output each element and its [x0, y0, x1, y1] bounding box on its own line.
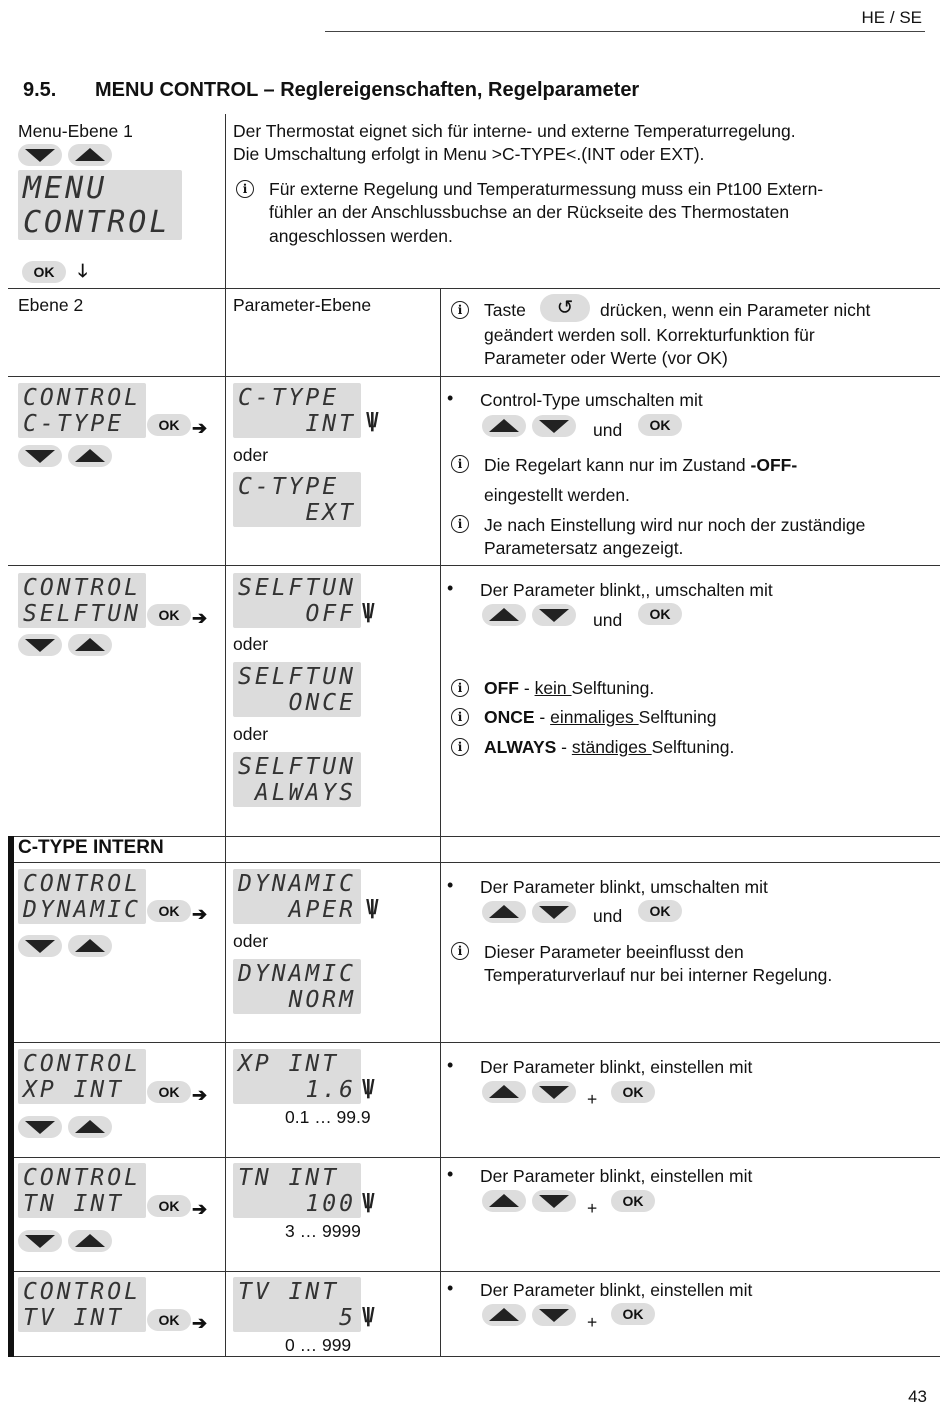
nav-buttons — [482, 415, 582, 439]
blink-icon: \|/ — [362, 1077, 373, 1099]
selftun-bullet-text: Der Parameter blinkt,, umschalten mit — [480, 580, 773, 600]
header-code: HE / SE — [861, 8, 922, 27]
lcd-line: DYNAMIC — [23, 897, 141, 923]
row-divider — [8, 862, 940, 863]
blink-icon: \|/ — [362, 1191, 373, 1213]
col-divider-1 — [225, 114, 226, 1357]
lcd-line: DYNAMIC — [238, 871, 356, 897]
lcd-ctype-int — [233, 383, 361, 438]
lcd-line: SELFTUN — [238, 664, 356, 690]
lcd-ctype-ext — [233, 472, 361, 527]
tn-bullet-text: Der Parameter blinkt, einstellen mit — [480, 1166, 753, 1186]
lcd-line: DYNAMIC — [238, 961, 356, 987]
arrow-down-icon[interactable] — [18, 1230, 62, 1252]
ctype-info-1c: eingestellt werden. — [484, 485, 630, 505]
ok-button[interactable]: OK — [147, 1081, 191, 1103]
sep: - — [534, 707, 551, 727]
section-heading: MENU CONTROL – Reglereigenschaften, Regelparameter — [95, 79, 640, 101]
oder-label: oder — [233, 931, 269, 951]
xp-bullet-text: Der Parameter blinkt, einstellen mit — [480, 1057, 753, 1077]
ok-button[interactable]: OK — [638, 414, 682, 436]
lcd-control-tv — [18, 1277, 146, 1332]
lcd-selftun-once — [233, 662, 361, 717]
lcd-line: APER — [288, 897, 356, 923]
selftun-off-underline: kein — [534, 678, 572, 698]
taste-text: Taste — [484, 300, 526, 320]
taste-line2: geändert werden soll. Korrekturfunktion für — [484, 325, 815, 345]
nav-buttons — [482, 901, 582, 925]
bullet: • — [447, 875, 454, 895]
arrow-down-icon[interactable] — [18, 144, 62, 166]
arrow-up-icon[interactable] — [482, 901, 526, 923]
nav-buttons — [18, 634, 118, 658]
col-divider-2 — [440, 288, 441, 1357]
row-divider — [8, 1042, 940, 1043]
ctype-bullet-text: Control-Type umschalten mit — [480, 390, 703, 410]
arrow-up-icon[interactable] — [68, 634, 112, 656]
arrow-down-icon[interactable] — [532, 1190, 576, 1212]
arrow-up-icon[interactable] — [68, 144, 112, 166]
arrow-up-icon[interactable] — [482, 415, 526, 437]
ok-button[interactable]: OK — [611, 1303, 655, 1325]
nav-buttons — [482, 604, 582, 628]
lcd-control-selftun — [18, 573, 146, 628]
lcd-control-xp — [18, 1049, 146, 1104]
lcd-tv-value — [233, 1277, 361, 1332]
section-number: 9.5. — [23, 79, 57, 101]
lcd-line: C-TYPE — [238, 474, 340, 500]
lcd-selftun-always — [233, 752, 361, 807]
row-divider — [8, 288, 940, 289]
arrow-right-icon: ➔ — [192, 1199, 208, 1219]
menu-text-2: Die Umschaltung erfolgt in Menu >C-TYPE<.(INT oder EXT). — [233, 144, 705, 164]
arrow-down-icon[interactable] — [532, 901, 576, 923]
section-title — [23, 79, 639, 102]
back-arrow-icon[interactable]: ↺ — [540, 294, 590, 322]
lcd-line: 5 — [339, 1305, 356, 1331]
lcd-dynamic-aper — [233, 869, 361, 924]
arrow-down-icon: 🡓 — [78, 261, 88, 281]
ok-button[interactable]: OK — [638, 603, 682, 625]
sep: - — [519, 678, 535, 698]
row-divider — [8, 1271, 940, 1272]
arrow-down-icon[interactable] — [18, 1116, 62, 1138]
arrow-up-icon[interactable] — [482, 1304, 526, 1326]
ok-button[interactable]: OK — [22, 261, 66, 283]
lcd-line: SELFTUN — [238, 575, 356, 601]
tv-bullet-text: Der Parameter blinkt, einstellen mit — [480, 1280, 753, 1300]
bullet: • — [447, 388, 454, 408]
plus-label: + — [587, 1198, 598, 1218]
blink-icon: \|/ — [366, 410, 377, 432]
lcd-line: XP INT — [238, 1051, 340, 1077]
tv-range: 0 … 999 — [285, 1335, 352, 1355]
ctype-info-1 — [484, 454, 797, 477]
selftun-once-line — [484, 706, 717, 729]
blink-icon: \|/ — [366, 897, 377, 919]
lcd-line: TV INT — [23, 1305, 125, 1331]
lcd-xp-value — [233, 1049, 361, 1104]
selftun-always-rest: Selftuning. — [651, 737, 735, 757]
bullet: • — [447, 578, 454, 598]
lcd-line: CONTROL — [23, 575, 141, 601]
arrow-right-icon: ➔ — [192, 608, 208, 628]
lcd-line: CONTROL — [23, 205, 171, 240]
arrow-right-icon: ➔ — [192, 418, 208, 438]
lcd-line: TV INT — [238, 1279, 340, 1305]
ok-button[interactable]: OK — [611, 1081, 655, 1103]
xp-range: 0.1 … 99.9 — [285, 1107, 371, 1127]
nav-buttons — [482, 1190, 582, 1214]
selftun-off-rest: Selftuning. — [571, 678, 655, 698]
menu-level-label: Menu-Ebene 1 — [18, 121, 133, 141]
dynamic-info-1: Dieser Parameter beeinflusst den — [484, 942, 744, 962]
header-divider — [325, 31, 925, 32]
lcd-line: TN INT — [238, 1165, 340, 1191]
ok-button[interactable]: OK — [147, 1309, 191, 1331]
ok-button[interactable]: OK — [147, 414, 191, 436]
arrow-up-icon[interactable] — [68, 445, 112, 467]
lcd-line: TN INT — [23, 1191, 125, 1217]
lcd-line: C-TYPE — [23, 411, 125, 437]
selftun-always-underline: ständiges — [571, 737, 652, 757]
ctype-info-1-bold: -OFF- — [750, 455, 798, 475]
taste-line3: Parameter oder Werte (vor OK) — [484, 348, 728, 368]
ctype-info-1-text: Die Regelart kann nur im Zustand — [484, 455, 751, 475]
row-divider — [8, 1157, 940, 1158]
selftun-once-rest: Selftuning — [638, 707, 717, 727]
row-divider — [8, 376, 940, 377]
lcd-line: CONTROL — [23, 1279, 141, 1305]
dynamic-bullet-text: Der Parameter blinkt, umschalten mit — [480, 877, 768, 897]
menu-info-2: fühler an der Anschlussbuchse an der Rückseite des Thermostaten — [269, 202, 790, 222]
arrow-down-icon[interactable] — [18, 445, 62, 467]
lcd-line: CONTROL — [23, 871, 141, 897]
selftun-always-bold: ALWAYS — [484, 737, 557, 757]
lcd-line: ALWAYS — [254, 780, 356, 806]
arrow-right-icon: ➔ — [192, 1085, 208, 1105]
nav-buttons — [18, 935, 118, 959]
lcd-control-tn — [18, 1163, 146, 1218]
page-number: 43 — [908, 1387, 927, 1406]
ok-button[interactable]: OK — [638, 900, 682, 922]
lcd-line: 100 — [305, 1191, 356, 1217]
lcd-control-ctype — [18, 383, 146, 438]
info-icon: i — [451, 515, 469, 533]
bullet: • — [447, 1278, 454, 1298]
arrow-up-icon[interactable] — [482, 1190, 526, 1212]
info-icon: i — [451, 708, 469, 726]
arrow-right-icon: ➔ — [192, 904, 208, 924]
lcd-line: EXT — [305, 500, 356, 526]
ctype-info-2b: Parametersatz angezeigt. — [484, 538, 684, 558]
info-icon: i — [451, 301, 469, 319]
plus-label: + — [587, 1089, 598, 1109]
level2-label: Ebene 2 — [18, 295, 84, 315]
ctype-intern-heading: C-TYPE INTERN — [18, 837, 164, 858]
oder-label: oder — [233, 445, 269, 465]
plus-label: + — [587, 1312, 598, 1332]
lcd-line: CONTROL — [23, 385, 141, 411]
ok-button[interactable]: OK — [611, 1190, 655, 1212]
nav-buttons — [482, 1304, 582, 1328]
lcd-line: NORM — [288, 987, 356, 1013]
row-divider — [8, 565, 940, 566]
lcd-selftun-off — [233, 573, 361, 628]
arrow-down-icon[interactable] — [532, 1304, 576, 1326]
lcd-line: C-TYPE — [238, 385, 340, 411]
arrow-down-icon[interactable] — [18, 634, 62, 656]
nav-buttons — [18, 445, 118, 469]
lcd-control-dynamic — [18, 869, 146, 924]
lcd-dynamic-norm — [233, 959, 361, 1014]
blink-icon: \|/ — [362, 601, 373, 623]
und-label: und — [593, 610, 623, 630]
tn-range: 3 … 9999 — [285, 1221, 361, 1241]
menu-info-3: angeschlossen werden. — [269, 226, 453, 246]
arrow-up-icon[interactable] — [68, 1116, 112, 1138]
info-icon: i — [236, 180, 254, 198]
row-divider — [8, 1356, 940, 1357]
selftun-off-line — [484, 677, 654, 700]
lcd-line: SELFTUN — [23, 601, 141, 627]
lcd-line: MENU — [23, 171, 108, 206]
arrow-up-icon[interactable] — [68, 935, 112, 957]
arrow-up-icon[interactable] — [482, 1081, 526, 1103]
nav-buttons — [18, 1116, 118, 1140]
und-label: und — [593, 420, 623, 440]
nav-buttons — [18, 144, 118, 168]
blink-icon: \|/ — [362, 1305, 373, 1327]
ok-button[interactable]: OK — [147, 1195, 191, 1217]
arrow-down-icon[interactable] — [532, 604, 576, 626]
info-icon: i — [451, 455, 469, 473]
selftun-once-underline: einmaliges — [550, 707, 639, 727]
info-icon: i — [451, 942, 469, 960]
lcd-line: 1.6 — [305, 1077, 356, 1103]
param-level-label: Parameter-Ebene — [233, 295, 372, 315]
lcd-line: INT — [305, 411, 356, 437]
lcd-line: CONTROL — [23, 1165, 141, 1191]
und-label: und — [593, 906, 623, 926]
nav-buttons — [482, 1081, 582, 1105]
sep: - — [556, 737, 572, 757]
arrow-down-icon[interactable] — [18, 935, 62, 957]
dynamic-info-2: Temperaturverlauf nur bei interner Regelung. — [484, 965, 833, 985]
lcd-line: ONCE — [288, 690, 356, 716]
bullet: • — [447, 1164, 454, 1184]
nav-buttons — [18, 1230, 118, 1254]
arrow-right-icon: ➔ — [192, 1313, 208, 1333]
intern-sidebar-bar — [8, 836, 14, 1357]
menu-text-1: Der Thermostat eignet sich für interne- und externe Temperaturregelung. — [233, 121, 796, 141]
ok-button[interactable]: OK — [147, 900, 191, 922]
oder-label: oder — [233, 724, 269, 744]
lcd-line: OFF — [305, 601, 356, 627]
selftun-once-bold: ONCE — [484, 707, 535, 727]
selftun-always-line — [484, 736, 734, 759]
info-icon: i — [451, 738, 469, 756]
lcd-menu-control — [18, 170, 182, 240]
selftun-off-bold: OFF — [484, 678, 519, 698]
lcd-tn-value — [233, 1163, 361, 1218]
info-icon: i — [451, 679, 469, 697]
menu-info-1: Für externe Regelung und Temperaturmessung muss ein Pt100 Extern- — [269, 179, 824, 199]
arrow-down-icon[interactable] — [532, 415, 576, 437]
arrow-down-icon[interactable] — [532, 1081, 576, 1103]
arrow-up-icon[interactable] — [68, 1230, 112, 1252]
bullet: • — [447, 1055, 454, 1075]
ctype-info-2a: Je nach Einstellung wird nur noch der zuständige — [484, 515, 866, 535]
lcd-line: XP INT — [23, 1077, 125, 1103]
taste-rest: drücken, wenn ein Parameter nicht — [600, 300, 871, 320]
lcd-line: CONTROL — [23, 1051, 141, 1077]
lcd-line: SELFTUN — [238, 754, 356, 780]
ok-button[interactable]: OK — [147, 604, 191, 626]
oder-label: oder — [233, 634, 269, 654]
arrow-up-icon[interactable] — [482, 604, 526, 626]
